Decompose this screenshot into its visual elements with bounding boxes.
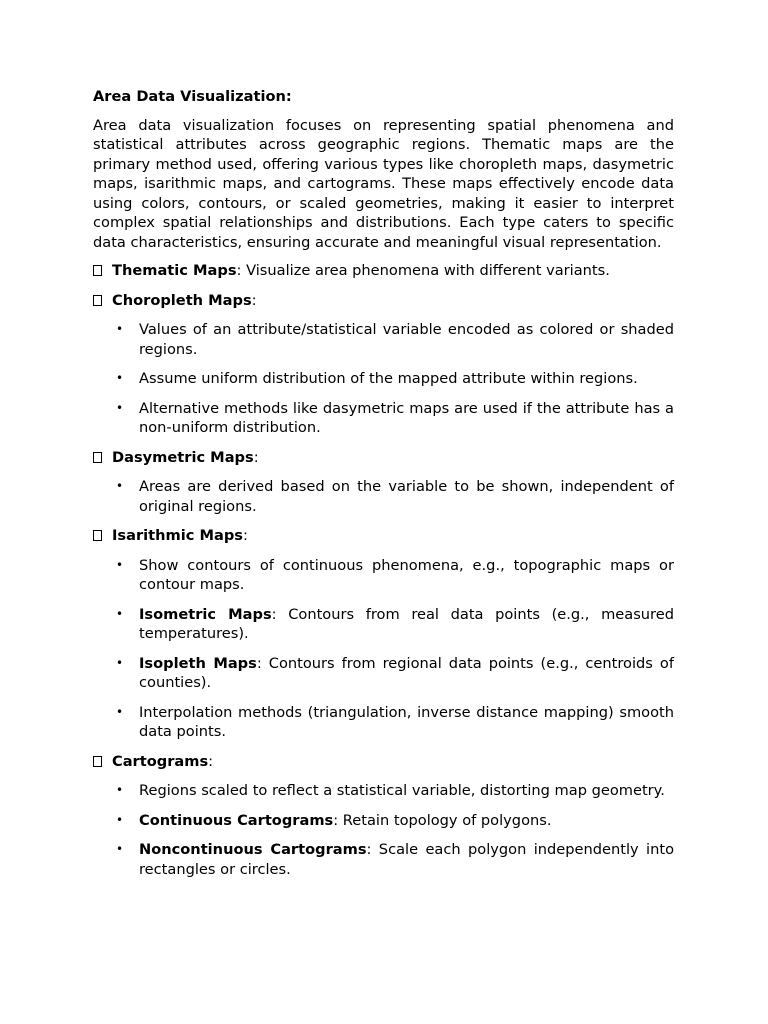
section-heading-tail: : <box>251 291 257 309</box>
section-heading-line <box>93 526 674 546</box>
list-item-text: Values of an attribute/statistical variable encoded as colored or shaded regions. <box>139 321 674 358</box>
list-item <box>93 781 674 801</box>
list-item-text: : Scale each polygon independently into rectangles or circles. <box>139 841 674 878</box>
list-item <box>93 811 674 831</box>
section-heading-tail: : Visualize area phenomena with different variants. <box>236 262 610 279</box>
section-heading: Isarithmic Maps <box>112 527 243 544</box>
document-title: Area Data Visualization: <box>93 88 292 105</box>
section-heading: Thematic Maps <box>112 262 237 279</box>
list-item-text: Regions scaled to reflect a statistical variable, distorting map geometry. <box>139 782 665 799</box>
section-heading-line <box>93 291 674 311</box>
section-heading-tail: : <box>242 527 248 544</box>
bullet-icon: • <box>116 400 124 415</box>
section-heading-line <box>93 261 674 281</box>
list-item <box>93 369 674 389</box>
intro-paragraph: Area data visualization focuses on representing spatial phenomena and statistical attributes across geographic regions. Thematic maps are the primary method used, offering various types like choropleth maps, dasymetric maps, isarithmic maps, and cartograms. These maps effectively encode data using colors, contours, or scaled geometries, making it easier to interpret complex spatial relationships and distributions. Each type caters to specific data characteristics, ensuring accurate and meaningful visual representation. <box>93 116 674 251</box>
bullet-icon: • <box>116 783 124 797</box>
list-item-term: Isometric Maps <box>139 605 272 623</box>
missing-glyph-icon <box>93 756 102 767</box>
section-heading-tail: : <box>208 752 214 770</box>
section-heading-line <box>93 752 674 772</box>
bullet-icon: • <box>116 842 124 856</box>
document-content <box>93 87 674 889</box>
list-item <box>93 703 674 742</box>
section-heading-tail: : <box>253 448 259 466</box>
list-item <box>93 556 674 595</box>
list-item <box>93 399 674 438</box>
section-heading-line <box>93 448 674 468</box>
sections-list <box>93 261 674 879</box>
section-heading: Cartograms <box>112 752 209 770</box>
bullet-icon: • <box>116 812 124 827</box>
list-item-term: Noncontinuous Cartograms <box>139 841 367 858</box>
list-item-text: : Contours from real data points (e.g., measured temperatures). <box>139 605 674 642</box>
list-item-text: Interpolation methods (triangulation, inverse distance mapping) smooth data points. <box>139 703 674 740</box>
list-item-text: Alternative methods like dasymetric maps are used if the attribute has a non-uniform distribution. <box>139 399 674 436</box>
list-item <box>93 840 674 879</box>
missing-glyph-icon <box>93 530 102 541</box>
bullet-list <box>93 556 674 742</box>
bullet-list <box>93 781 674 879</box>
list-item <box>93 654 674 693</box>
list-item <box>93 477 674 516</box>
bullet-icon: • <box>116 606 124 621</box>
bullet-list <box>93 477 674 516</box>
missing-glyph-icon <box>93 452 102 463</box>
missing-glyph-icon <box>93 295 102 306</box>
section-heading: Choropleth Maps <box>112 291 252 309</box>
bullet-icon: • <box>116 655 124 670</box>
bullet-icon: • <box>116 557 124 572</box>
list-item-text: Assume uniform distribution of the mapped attribute within regions. <box>139 370 638 387</box>
list-item-text: : Contours from regional data points (e.g., centroids of counties). <box>139 654 674 691</box>
list-item <box>93 320 674 359</box>
list-item <box>93 605 674 644</box>
list-item-text: Areas are derived based on the variable to be shown, independent of original regions. <box>139 478 674 515</box>
bullet-icon: • <box>116 479 124 493</box>
bullet-list <box>93 320 674 438</box>
bullet-icon: • <box>116 371 124 385</box>
bullet-icon: • <box>116 322 124 336</box>
missing-glyph-icon <box>93 265 102 276</box>
section-heading: Dasymetric Maps <box>112 448 254 466</box>
list-item-text: : Retain topology of polygons. <box>333 811 552 829</box>
list-item-term: Continuous Cartograms <box>139 811 334 829</box>
bullet-icon: • <box>116 704 124 719</box>
list-item-term: Isopleth Maps <box>139 654 257 672</box>
list-item-text: Show contours of continuous phenomena, e.g., topographic maps or contour maps. <box>139 556 674 593</box>
